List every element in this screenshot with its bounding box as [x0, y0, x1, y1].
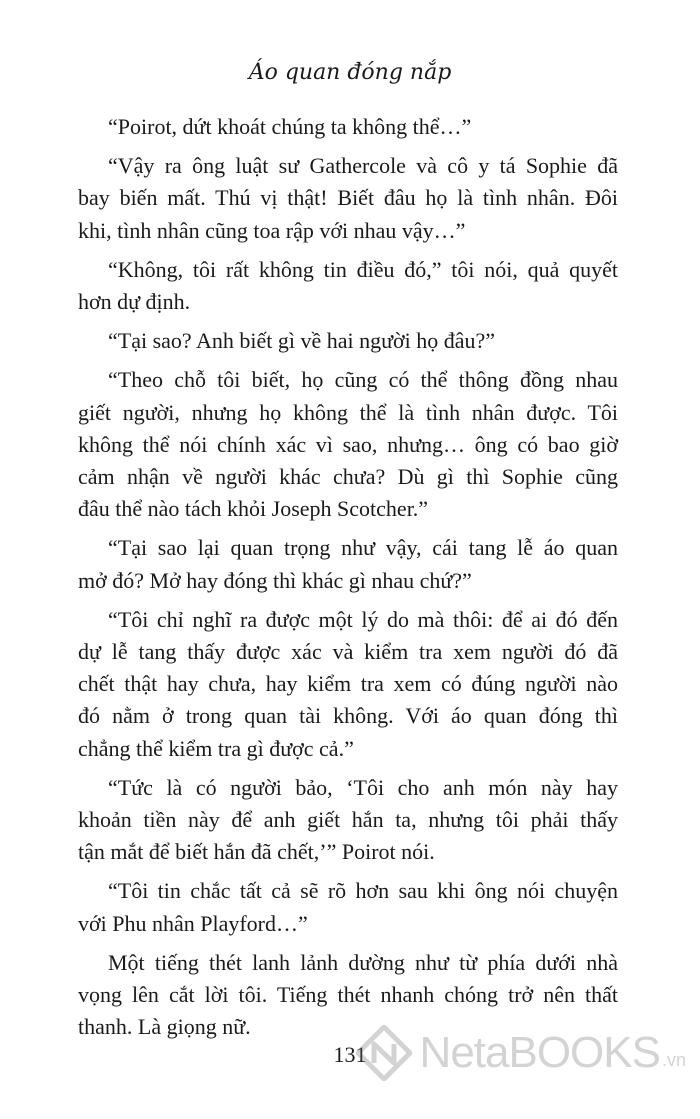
text-line: “Poirot, dứt khoát chúng ta không thể…” — [108, 114, 472, 139]
watermark-brand: NetaBOOKS — [419, 1028, 660, 1077]
text-line: “Tại sao lại quan trọng như vậy, cái tang lễ áo quan — [108, 535, 618, 561]
running-header-title: Áo quan đóng nắp — [248, 60, 452, 85]
page-number: 131 — [333, 1042, 367, 1067]
text-line: khi, tình nhân cũng toa rập với nhau vậy…” — [78, 217, 466, 243]
text-line: dự lễ tang thấy được xác và kiểm tra xem người đó đã — [78, 639, 618, 665]
text-line: “Tôi tin chắc tất cả sẽ rõ hơn sau khi ông nói chuyện — [108, 878, 618, 904]
text-line: chẳng thể kiểm tra gì được cả.” — [78, 735, 354, 761]
watermark-suffix: .vn — [661, 1050, 686, 1070]
text-line: đó nằm ở trong quan tài không. Với áo quan đóng thì — [78, 703, 618, 729]
text-line: giết người, nhưng họ không thể là tình nhân được. Tôi — [78, 399, 618, 425]
netabooks-logo-icon — [356, 1025, 412, 1081]
text-line: “Tôi chỉ nghĩ ra được một lý do mà thôi: để ai đó đến — [108, 606, 618, 632]
paragraph — [78, 604, 618, 765]
text-line: đâu thể nào tách khỏi Joseph Scotcher.” — [78, 496, 429, 522]
paragraph — [78, 254, 618, 318]
paragraph — [78, 875, 618, 939]
paragraph — [78, 150, 618, 247]
watermark — [356, 1025, 686, 1081]
paragraph — [78, 111, 618, 143]
text-line: “Không, tôi rất không tin điều đó,” tôi nói, quả quyết — [108, 256, 618, 282]
text-line: mở đó? Mở hay đóng thì khác gì nhau chứ?” — [78, 567, 472, 593]
paragraph — [78, 364, 618, 525]
text-line: khoản tiền này để anh giết hắn ta, nhưng tôi phải thấy — [78, 807, 618, 833]
text-line: cảm nhận về người khác chưa? Dù gì thì Sophie cũng — [78, 464, 618, 490]
text-line: “Tức là có người bảo, ‘Tôi cho anh món này hay — [108, 774, 618, 800]
paragraph — [78, 772, 618, 869]
body-text — [78, 111, 618, 1050]
text-line: “Tại sao? Anh biết gì về hai người họ đâu?” — [108, 328, 496, 354]
paragraph — [78, 532, 618, 596]
text-line: chết thật hay chưa, hay kiểm tra xem có đúng người nào — [78, 671, 618, 697]
text-line: với Phu nhân Playford…” — [78, 910, 308, 936]
text-line: thanh. Là giọng nữ. — [78, 1014, 251, 1040]
paragraph — [78, 325, 618, 357]
text-line: tận mắt để biết hắn đã chết,’” Poirot nói. — [78, 839, 435, 865]
text-line: bay biến mất. Thú vị thật! Biết đâu họ là tình nhân. Đôi — [78, 185, 618, 211]
text-line: Một tiếng thét lanh lảnh dường như từ phía dưới nhà — [108, 949, 618, 975]
text-line: “Vậy ra ông luật sư Gathercole và cô y tá Sophie đã — [108, 153, 618, 179]
text-line: vọng lên cắt lời tôi. Tiếng thét nhanh chóng trở nên thất — [78, 982, 618, 1008]
text-line: “Theo chỗ tôi biết, họ cũng có thể thông đồng nhau — [108, 367, 618, 393]
text-line: không thể nói chính xác vì sao, nhưng… ông có bao giờ — [78, 431, 618, 457]
text-line: hơn dự định. — [78, 289, 191, 315]
